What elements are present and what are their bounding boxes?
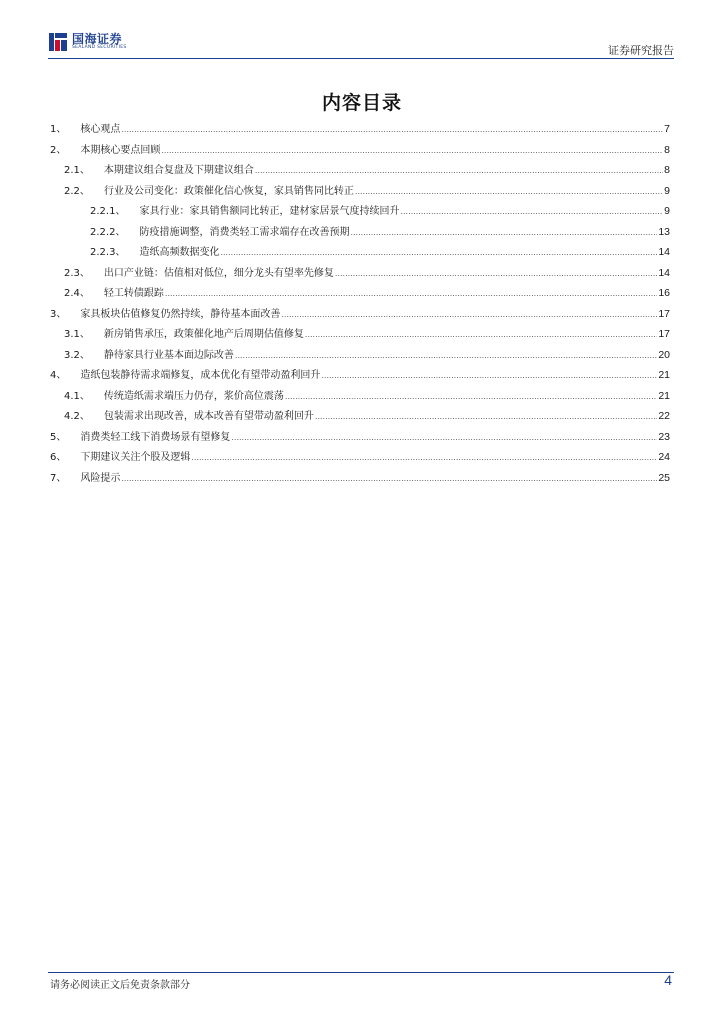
- toc-page: 16: [658, 287, 670, 299]
- sealand-logo-icon: [48, 32, 68, 52]
- toc-page: 7: [664, 123, 670, 135]
- toc-leader: [335, 269, 657, 278]
- toc-number: 1、: [50, 124, 67, 135]
- toc-label: 防疫措施调整，消费类轻工需求端存在改善预期: [139, 226, 350, 238]
- toc-leader: [355, 187, 663, 196]
- toc-label: 核心观点: [80, 124, 121, 135]
- toc-number: 2.2、: [64, 185, 90, 197]
- toc-number: 2.3、: [64, 267, 90, 279]
- toc-entry[interactable]: [50, 202, 670, 223]
- toc-leader: [321, 371, 657, 380]
- toc-leader: [121, 125, 663, 134]
- toc-number: 7、: [50, 472, 67, 484]
- toc-number: 2.4、: [64, 288, 90, 299]
- toc-label: 消费类轻工线下消费场景有望修复: [80, 431, 231, 443]
- footer-disclaimer: 请务必阅读正文后免责条款部分: [50, 980, 190, 991]
- footer-divider: [48, 972, 674, 973]
- toc-entry[interactable]: [50, 264, 670, 285]
- toc-label: 行业及公司变化：政策催化信心恢复，家具销售同比转正: [103, 185, 354, 197]
- toc-leader: [281, 310, 657, 319]
- page-title: 内容目录: [321, 92, 402, 114]
- toc-label: 家具行业：家具销售额同比转正，建材家居景气度持续回升: [139, 206, 400, 217]
- toc-page: 21: [658, 389, 670, 402]
- table-of-contents: [50, 120, 670, 489]
- toc-page: 24: [658, 451, 670, 463]
- toc-entry[interactable]: [50, 161, 670, 182]
- toc-entry[interactable]: [50, 428, 670, 449]
- toc-page: 22: [658, 410, 670, 422]
- toc-page: 13: [658, 225, 670, 238]
- toc-page: 14: [658, 246, 670, 258]
- toc-page: 21: [658, 369, 670, 381]
- logo-english-name: SEALAND SECURITIES: [72, 45, 127, 51]
- toc-entry[interactable]: [50, 243, 670, 264]
- toc-leader: [220, 248, 657, 257]
- toc-leader: [285, 392, 657, 401]
- toc-entry[interactable]: [50, 407, 670, 428]
- toc-leader: [231, 433, 657, 442]
- toc-label: 本期建议组合复盘及下期建议组合: [103, 165, 254, 176]
- toc-label: 出口产业链：估值相对低位，细分龙头有望率先修复: [103, 267, 334, 279]
- toc-label: 新房销售承压，政策催化地产后周期估值修复: [103, 329, 304, 340]
- toc-leader: [235, 351, 657, 360]
- toc-leader: [350, 228, 657, 237]
- toc-number: 6、: [50, 452, 67, 463]
- toc-entry[interactable]: [50, 325, 670, 346]
- toc-entry[interactable]: [50, 346, 670, 367]
- toc-number: 4.2、: [64, 411, 90, 422]
- page-number: 4: [664, 972, 672, 988]
- toc-page: 20: [658, 348, 670, 361]
- toc-page: 8: [664, 164, 670, 176]
- toc-page: 17: [658, 307, 670, 320]
- toc-label: 家具板块估值修复仍然持续，静待基本面改善: [80, 308, 281, 320]
- toc-label: 静待家具行业基本面边际改善: [103, 349, 234, 361]
- page-header: [48, 30, 674, 60]
- toc-leader: [315, 412, 657, 421]
- toc-page: 8: [664, 143, 670, 156]
- toc-number: 2.1、: [64, 165, 90, 176]
- toc-number: 3、: [50, 308, 67, 320]
- toc-label: 本期核心要点回顾: [80, 144, 161, 156]
- toc-number: 2.2.1、: [90, 206, 126, 217]
- toc-entry[interactable]: [50, 223, 670, 244]
- toc-leader: [255, 166, 663, 175]
- toc-entry[interactable]: [50, 182, 670, 203]
- toc-label: 造纸包装静待需求端修复，成本优化有望带动盈利回升: [80, 370, 321, 381]
- toc-leader: [305, 330, 657, 339]
- toc-entry[interactable]: [50, 120, 670, 141]
- toc-number: 2.2.2、: [90, 226, 126, 238]
- header-divider: [48, 58, 674, 59]
- toc-leader: [121, 474, 657, 483]
- toc-entry[interactable]: [50, 305, 670, 326]
- toc-number: 2.2.3、: [90, 247, 126, 258]
- toc-leader: [191, 453, 657, 462]
- toc-entry[interactable]: [50, 387, 670, 408]
- toc-number: 4、: [50, 370, 67, 381]
- toc-page: 23: [658, 430, 670, 443]
- toc-label: 下期建议关注个股及逻辑: [80, 452, 191, 463]
- toc-label: 包装需求出现改善，成本改善有望带动盈利回升: [103, 411, 314, 422]
- toc-entry[interactable]: [50, 141, 670, 162]
- toc-number: 5、: [50, 431, 67, 443]
- report-type: 证券研究报告: [608, 44, 674, 57]
- toc-page: 17: [658, 328, 670, 340]
- toc-number: 3.1、: [64, 329, 90, 340]
- toc-number: 4.1、: [64, 390, 90, 402]
- toc-leader: [165, 289, 657, 298]
- logo-chinese-name: 国海证券: [72, 32, 123, 47]
- toc-number: 2、: [50, 144, 67, 156]
- toc-entry[interactable]: [50, 366, 670, 387]
- toc-label: 传统造纸需求端压力仍存，浆价高位震荡: [103, 390, 284, 402]
- toc-label: 轻工转债跟踪: [103, 288, 164, 299]
- toc-label: 造纸高频数据变化: [139, 247, 220, 258]
- toc-label: 风险提示: [80, 472, 121, 484]
- toc-entry[interactable]: [50, 448, 670, 469]
- toc-leader: [400, 207, 663, 216]
- company-logo: [48, 32, 127, 52]
- toc-page: 9: [664, 184, 670, 197]
- toc-number: 3.2、: [64, 349, 90, 361]
- toc-page: 9: [664, 205, 670, 217]
- toc-leader: [161, 146, 663, 155]
- toc-entry[interactable]: [50, 284, 670, 305]
- toc-page: 25: [658, 471, 670, 484]
- toc-page: 14: [658, 266, 670, 279]
- toc-entry[interactable]: [50, 469, 670, 490]
